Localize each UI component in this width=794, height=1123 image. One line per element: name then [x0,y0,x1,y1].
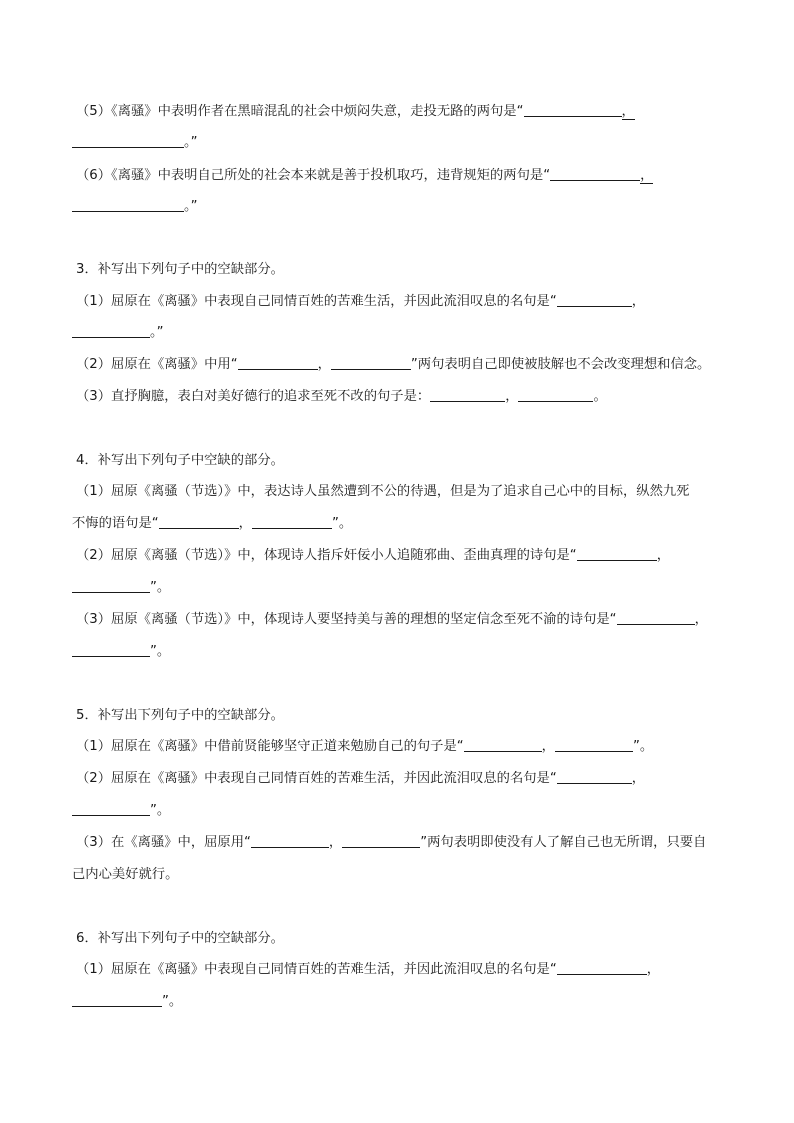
answer-blank[interactable] [524,102,622,117]
answer-blank[interactable] [72,578,150,593]
q4-item-2-line2 [72,578,718,598]
q4-item-3-line2 [72,642,718,662]
answer-blank[interactable] [159,514,239,529]
q3-item-2-stem: （2）屈原在《离骚》中用“ [76,357,238,372]
answer-blank[interactable] [518,387,593,402]
q5-item-1-stem: （1）屈原在《离骚》中借前贤能够坚守正道来勉励自己的句子是“ [76,739,464,754]
q5-item-2 [76,769,718,789]
q5-item-2-end: ”。 [150,803,171,818]
answer-blank[interactable] [617,610,695,625]
answer-blank[interactable] [342,833,420,848]
q4-item-2 [76,546,718,566]
q2-item-5-line2 [72,133,718,153]
q5-item-2-line2 [72,801,718,821]
answer-blank[interactable] [430,387,505,402]
answer-blank[interactable] [72,992,162,1007]
answer-blank[interactable] [251,833,329,848]
answer-blank[interactable] [252,514,332,529]
q2-item-5-stem: （5）《离骚》中表明作者在黑暗混乱的社会中烦闷失意，走投无路的两句是“ [76,104,524,119]
q2-item-6-comma: ， [640,168,654,183]
answer-blank[interactable] [464,737,542,752]
answer-blank[interactable] [557,960,647,975]
answer-blank[interactable] [555,737,633,752]
q4-item-2-comma: ， [656,548,670,563]
answer-blank[interactable] [72,801,150,816]
q3-item-3 [76,387,718,407]
q2-item-5-end: 。” [184,135,198,150]
q4-item-3-end: ”。 [150,644,171,659]
q2-item-6 [76,166,718,186]
q2-item-6-line2 [72,197,718,217]
answer-blank[interactable] [557,292,632,307]
q4-item-1: （1）屈原《离骚（节选）》中，表达诗人虽然遭到不公的待遇，但是为了追求自己心中的目标，纵然九死 [76,484,690,499]
q5-item-3 [76,833,718,853]
q6-item-1-end: ”。 [162,994,183,1009]
q3-item-3-comma: ， [505,389,519,404]
answer-blank[interactable] [72,133,184,148]
q4-heading: 4．补写出下列句子中空缺的部分。 [76,453,284,468]
q4-item-1-comma: ， [238,516,252,531]
answer-blank[interactable] [72,323,150,338]
q4-item-3 [76,610,718,630]
answer-blank[interactable] [238,355,318,370]
q5-item-3-comma: ， [328,835,343,850]
q4-item-1-line2 [72,514,718,534]
q3-item-1 [76,292,718,312]
q6-item-1-line2 [72,992,718,1012]
q4-item-1-cont: 不悔的语句是“ [72,516,159,531]
q5-item-3-line2: 己内心美好就行。 [72,867,179,882]
q5-item-2-comma: ， [631,771,646,786]
q3-item-3-stem: （3）直抒胸臆，表白对美好德行的追求至死不改的句子是： [76,389,431,404]
q5-item-1-end: ”。 [632,739,654,754]
q3-item-3-end: 。 [593,389,607,404]
answer-blank[interactable] [577,546,657,561]
q3-heading: 3．补写出下列句子中的空缺部分。 [76,262,284,277]
q5-heading: 5．补写出下列句子中的空缺部分。 [76,708,284,723]
answer-blank[interactable] [331,355,411,370]
q2-item-6-stem: （6）《离骚》中表明自己所处的社会本来就是善于投机取巧，违背规矩的两句是“ [76,168,551,183]
q3-item-1-line2 [72,323,718,343]
answer-blank[interactable] [557,769,632,784]
q5-item-3-tail: ”两句表明即使没有人了解自己也无所谓，只要自 [420,835,707,850]
q2-item-5 [76,102,718,122]
q2-item-6-end: 。” [184,199,198,214]
q5-item-1-comma: ， [541,739,555,754]
q4-item-1-end: ”。 [331,516,353,531]
q3-item-2-comma: ， [317,357,331,372]
q5-item-3-stem: （3）在《离骚》中，屈原用“ [76,835,251,850]
q4-item-2-end: ”。 [150,580,171,595]
q4-item-3-stem: （3）屈原《离骚（节选）》中，体现诗人要坚持美与善的理想的坚定信念至死不渝的诗句是“ [76,612,617,627]
q6-heading: 6．补写出下列句子中的空缺部分。 [76,931,284,946]
q4-item-3-comma: ， [694,612,708,627]
q2-item-5-comma: ， [621,104,635,119]
q3-item-1-comma: ， [631,294,646,309]
q5-item-2-stem: （2）屈原在《离骚》中表现自己同情百姓的苦难生活，并因此流泪叹息的名句是“ [76,771,557,786]
q3-item-2-tail: ”两句表明自己即使被肢解也不会改变理想和信念。 [410,357,711,372]
q5-item-1 [76,737,718,757]
answer-blank[interactable] [72,642,150,657]
answer-blank[interactable] [72,197,184,212]
q6-item-1-stem: （1）屈原在《离骚》中表现自己同情百姓的苦难生活，并因此流泪叹息的名句是“ [76,962,557,977]
q6-item-1-comma: ， [646,962,661,977]
q3-item-2 [76,355,718,375]
q3-item-1-end: 。” [150,325,164,340]
q4-item-2-stem: （2）屈原《离骚（节选）》中，体现诗人指斥奸佞小人追随邪曲、歪曲真理的诗句是“ [76,548,577,563]
q3-item-1-stem: （1）屈原在《离骚》中表现自己同情百姓的苦难生活，并因此流泪叹息的名句是“ [76,294,557,309]
answer-blank[interactable] [550,166,640,181]
q6-item-1 [76,960,718,980]
